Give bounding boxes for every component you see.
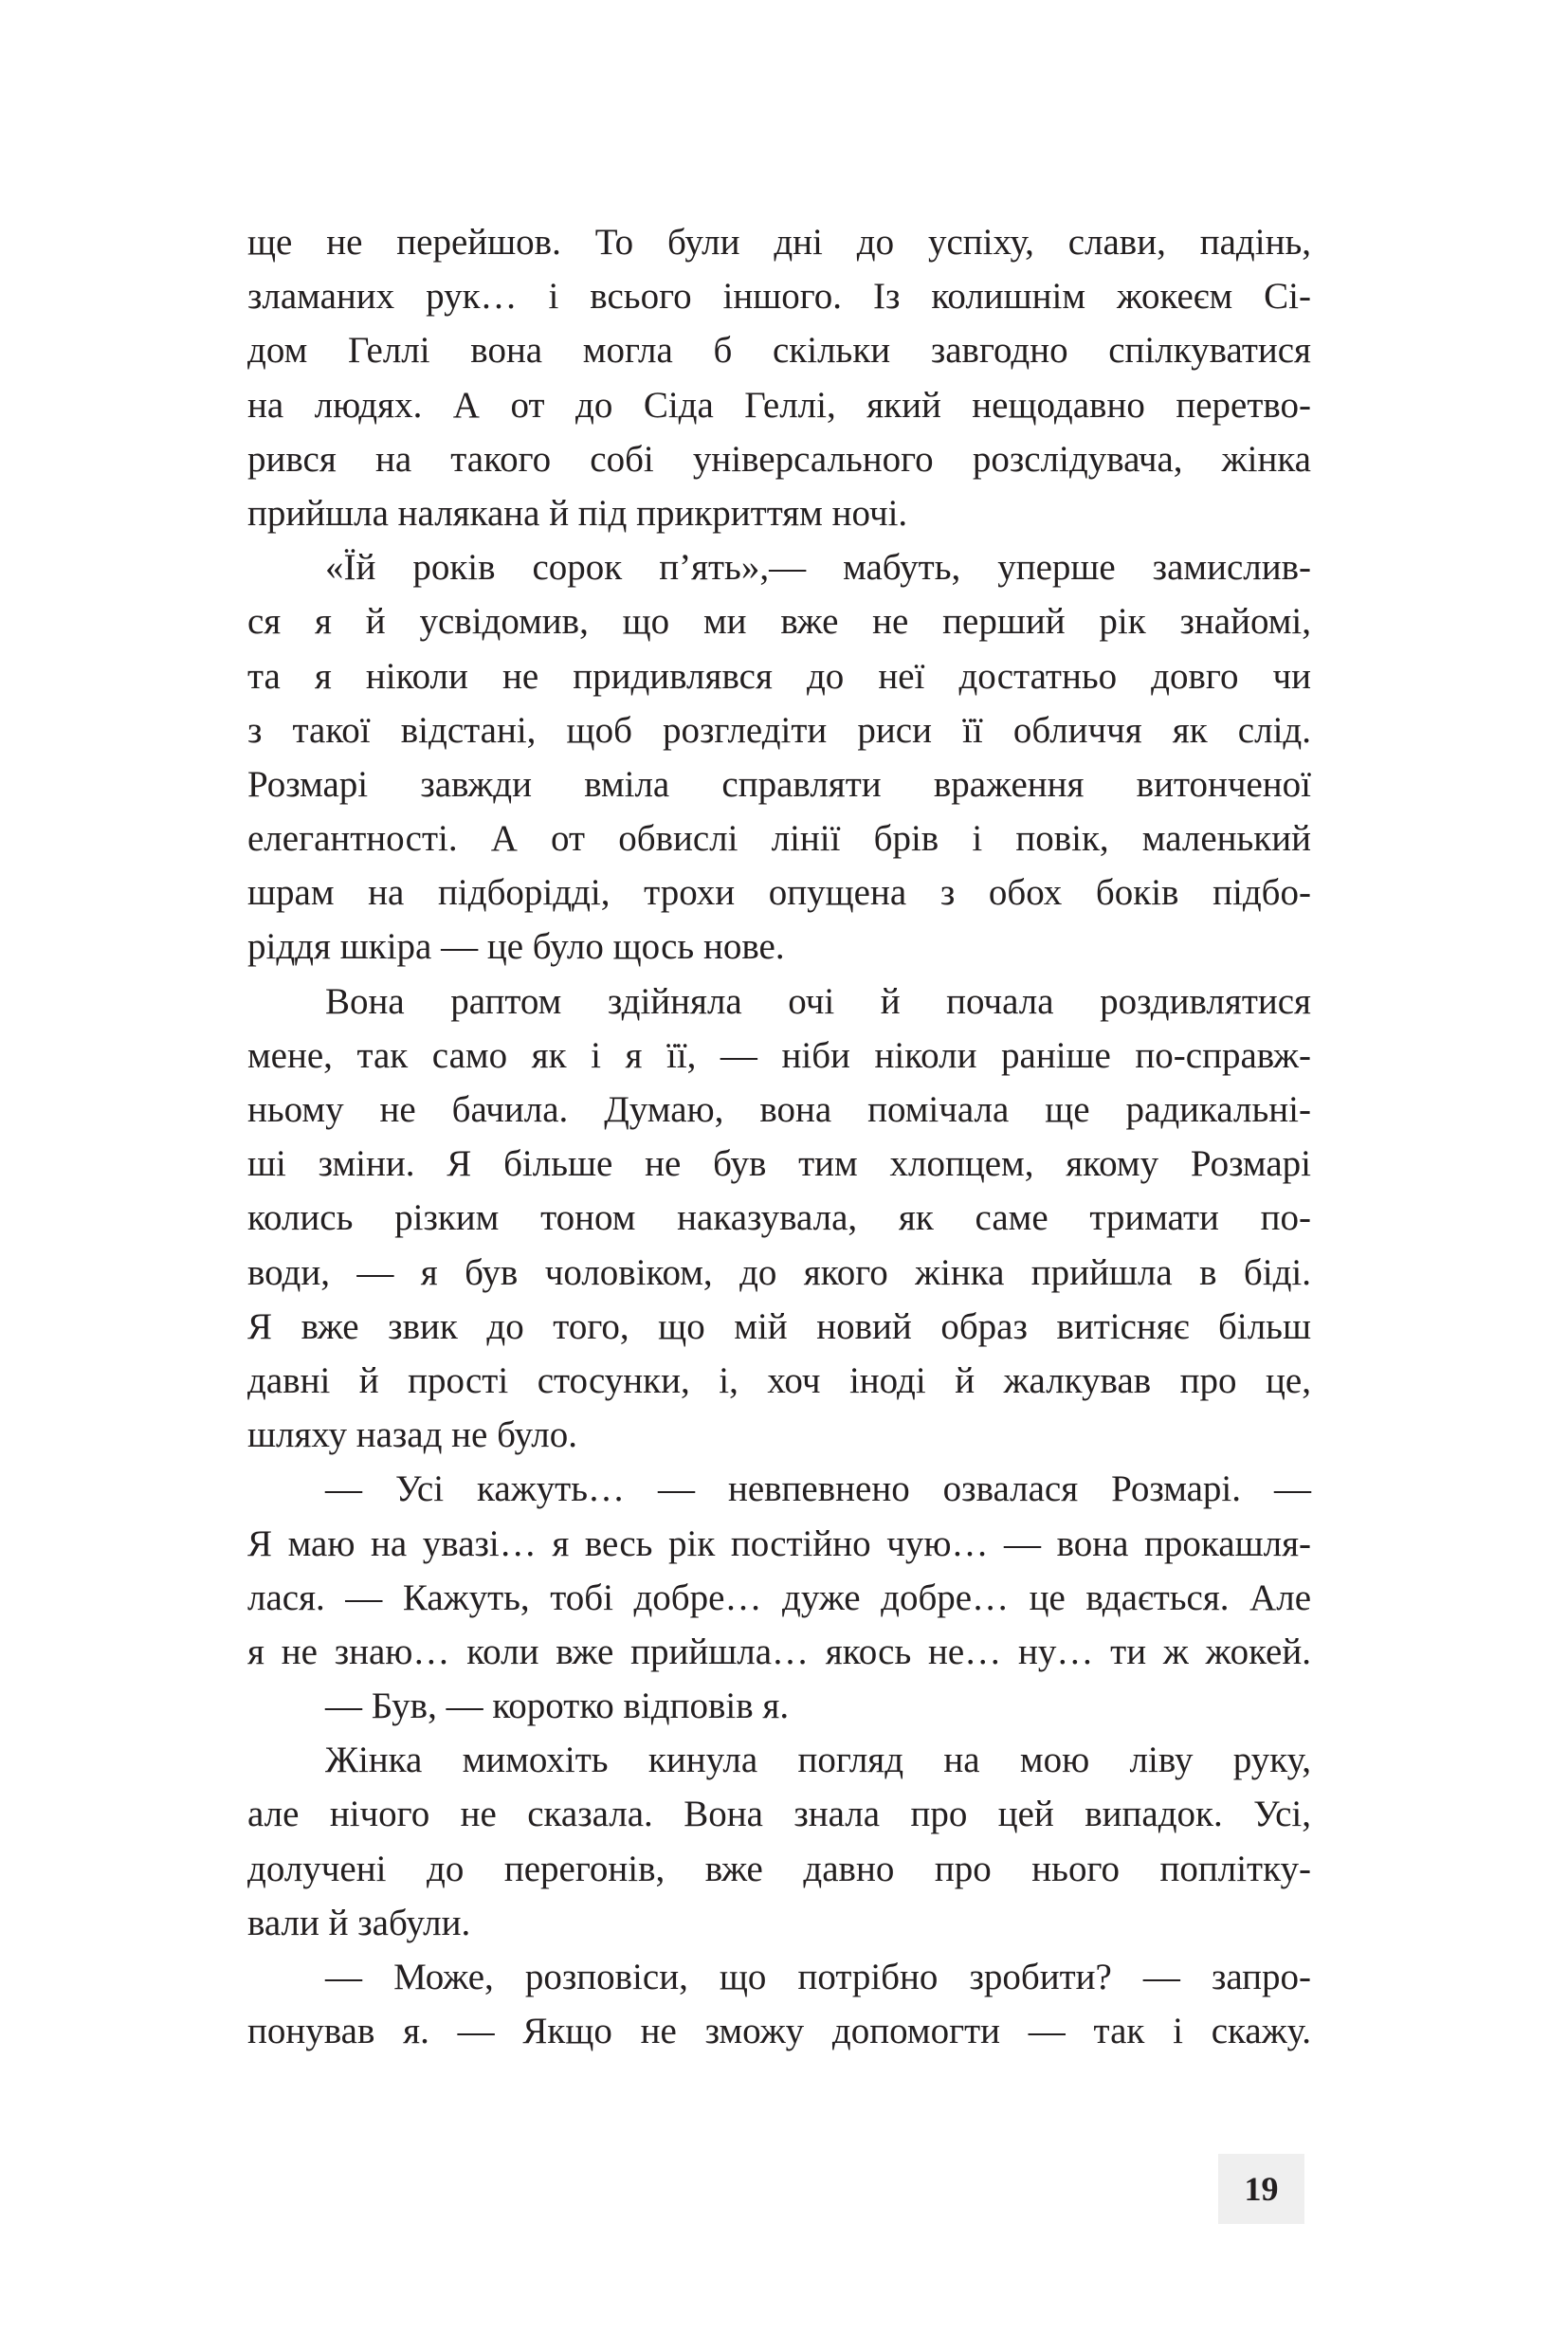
text-line: ще не перейшов. То були дні до успіху, слави, падінь, (247, 222, 1311, 263)
text-line: понував я. — Якщо не зможу допомогти — так і скажу. (247, 2011, 1311, 2052)
text-line: — Усі кажуть… — невпевнено озвалася Розмарі. — (325, 1468, 1311, 1510)
text-line: — Може, розповіси, що потрібно зробити? — запро- (325, 1957, 1311, 1997)
paragraph (247, 540, 1311, 975)
paragraph (247, 1679, 1311, 1733)
text-line: долучені до перегонів, вже давно про нього поплітку- (247, 1848, 1311, 1889)
text-line: шрам на підборідді, трохи опущена з обох боків підбо- (247, 872, 1311, 914)
text-line: колись різким тоном наказувала, як саме тримати по- (247, 1197, 1311, 1239)
paragraph (247, 1950, 1311, 2058)
text-line: Я маю на увазі… я весь рік постійно чую… — вона прокашля- (247, 1522, 1311, 1564)
text-line: Вона раптом здійняла очі й почала роздивлятися (325, 980, 1311, 1022)
paragraph (247, 1462, 1311, 1679)
text-line: елегантності. А от обвислі лінії брів і повік, маленький (247, 818, 1311, 860)
text-line: зламаних рук… і всього іншого. Із колишнім жокеєм Сі- (247, 276, 1311, 318)
body-text (247, 215, 1311, 2058)
paragraph (247, 975, 1311, 1463)
text-line: з такої відстані, щоб розгледіти риси її обличчя як слід. (247, 709, 1311, 751)
text-line: дом Геллі вона могла б скільки завгодно спілкуватися (247, 330, 1311, 372)
text-line: на людях. А от до Сіда Геллі, який нещодавно перетво- (247, 384, 1311, 426)
text-line: давні й прості стосунки, і, хоч іноді й жалкував про це, (247, 1359, 1311, 1401)
text-line: ньому не бачила. Думаю, вона помічала ще радикальні- (247, 1089, 1311, 1130)
page-number: 19 (1218, 2154, 1304, 2224)
text-line: лася. — Кажуть, тобі добре… дуже добре… це вдається. Але (247, 1576, 1311, 1618)
text-line: «Їй років сорок п’ять»,— мабуть, уперше замислив- (325, 547, 1311, 589)
paragraph (247, 1733, 1311, 1950)
text-line: — Був, — коротко відповів я. (325, 1686, 790, 1727)
text-line: але нічого не сказала. Вона знала про цей випадок. Усі, (247, 1794, 1311, 1835)
text-line: Я вже звик до того, що мій новий образ витісняє більш (247, 1305, 1311, 1347)
text-line: ріддя шкіра — це було щось нове. (247, 926, 785, 968)
text-line: вали й забули. (247, 1902, 471, 1943)
text-line: ші зміни. Я більше не був тим хлопцем, якому Розмарі (247, 1143, 1311, 1185)
text-line: Жінка мимохіть кинула погляд на мою ліву руку, (325, 1740, 1311, 1781)
text-line: Розмарі завжди вміла справляти враження витонченої (247, 763, 1311, 805)
paragraph (247, 215, 1311, 540)
text-line: прийшла налякана й під прикриттям ночі. (247, 492, 908, 534)
text-line: рився на такого собі універсального розслідувача, жінка (247, 438, 1311, 480)
text-line: ся я й усвідомив, що ми вже не перший рік знайомі, (247, 601, 1311, 643)
text-line: та я ніколи не придивлявся до неї достатньо довго чи (247, 655, 1311, 697)
text-line: я не знаю… коли вже прийшла… якось не… ну… ти ж жокей. (247, 1631, 1311, 1672)
text-line: мене, так само як і я її, — ніби ніколи раніше по-справж- (247, 1034, 1311, 1076)
text-line: води, — я був чоловіком, до якого жінка прийшла в біді. (247, 1251, 1311, 1293)
text-line: шляху назад не було. (247, 1414, 577, 1456)
